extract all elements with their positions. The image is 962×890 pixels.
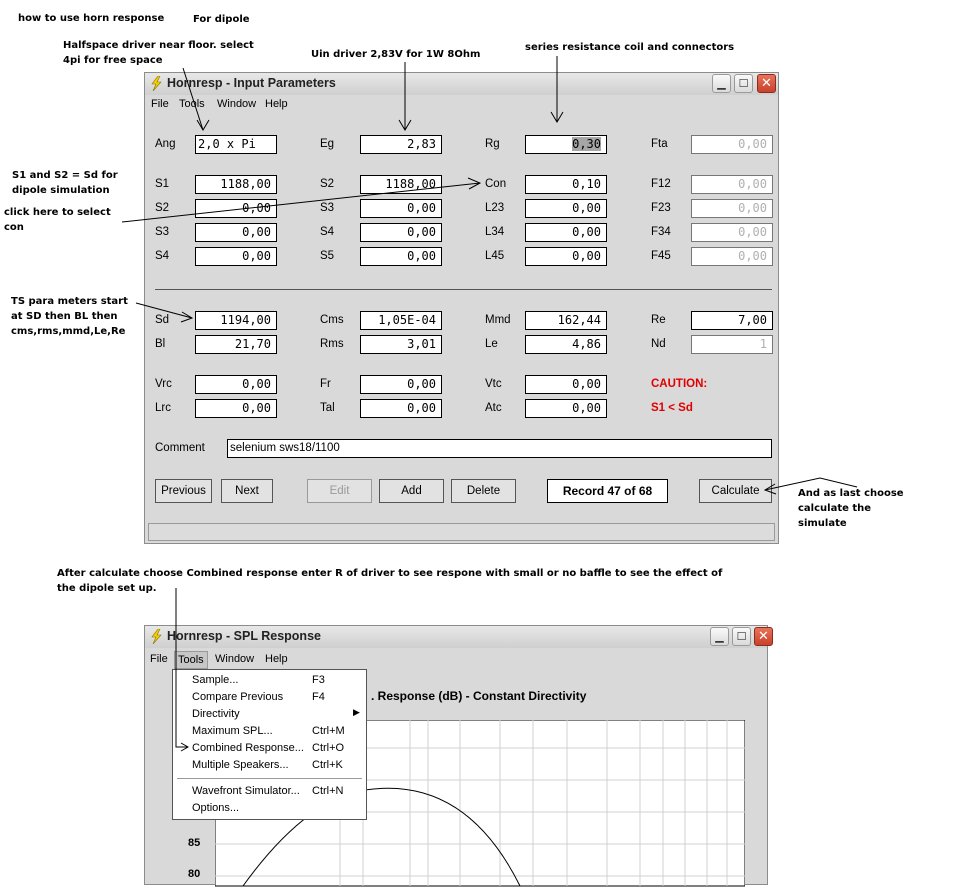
arrow-calculate: [765, 478, 857, 490]
label-f23: F23: [651, 202, 671, 214]
spl-menu-window[interactable]: Window: [215, 653, 255, 665]
y-tick-80: 80: [188, 868, 201, 880]
label-cms: Cms: [320, 314, 344, 326]
menu-item-options[interactable]: Options...: [192, 802, 240, 814]
annotation-uin-driver: Uin driver 2,83V for 1W 8Ohm: [311, 49, 481, 60]
add-button[interactable]: Add: [379, 479, 444, 503]
label-s5: S5: [320, 250, 335, 262]
menu-item-maximum-spl[interactable]: Maximum SPL...: [192, 725, 273, 737]
label-mmd: Mmd: [485, 314, 511, 326]
label-s3: S3: [155, 226, 170, 238]
arrow-halfspace: [183, 68, 203, 130]
label-le: Le: [485, 338, 498, 350]
field-s1[interactable]: 1188,00: [195, 175, 277, 194]
field-f34[interactable]: 0,00: [691, 223, 773, 242]
spl-menu-tools[interactable]: Tools: [174, 651, 208, 669]
shortcut-sample: F3: [312, 674, 325, 686]
next-button[interactable]: Next: [221, 479, 273, 503]
label-f34: F34: [651, 226, 671, 238]
label-con[interactable]: Con: [485, 178, 507, 190]
label-eg: Eg: [320, 138, 335, 150]
label-ang: Ang: [155, 138, 176, 150]
previous-button[interactable]: Previous: [155, 479, 212, 503]
maximize-icon: ☐: [738, 77, 749, 90]
label-l45: L45: [485, 250, 505, 262]
label-re: Re: [651, 314, 666, 326]
shortcut-multiple-speakers: Ctrl+K: [312, 759, 343, 771]
annotation-ts-parameters: TS para meters start at SD then BL then cms,rms,mmd,Le,Re: [11, 296, 128, 337]
field-con[interactable]: 0,10: [525, 175, 607, 194]
annotation-how-to: how to use horn response: [18, 13, 165, 24]
submenu-arrow-icon: ▶: [353, 708, 360, 718]
field-eg[interactable]: 2,83: [360, 135, 442, 154]
field-bl[interactable]: 21,70: [195, 335, 277, 354]
shortcut-wavefront-simulator: Ctrl+N: [312, 785, 344, 797]
arrow-click-con: [122, 183, 480, 222]
label-s1: S1: [155, 178, 170, 190]
label-s2-col2: S2: [320, 178, 335, 190]
field-nd[interactable]: 1: [691, 335, 773, 354]
label-f45: F45: [651, 250, 671, 262]
label-nd: Nd: [651, 338, 666, 350]
maximize-icon: ☐: [736, 630, 747, 643]
field-l45[interactable]: 0,00: [525, 247, 607, 266]
field-le[interactable]: 4,86: [525, 335, 607, 354]
menu-item-compare-previous[interactable]: Compare Previous: [192, 691, 284, 703]
field-vrc[interactable]: 0,00: [195, 375, 277, 394]
label-s4-col2: S4: [320, 226, 335, 238]
field-l34[interactable]: 0,00: [525, 223, 607, 242]
annotation-series-resistance: series resistance coil and connectors: [525, 42, 735, 53]
annotation-for-dipole: For dipole: [193, 14, 250, 25]
field-rms[interactable]: 3,01: [360, 335, 442, 354]
field-mmd[interactable]: 162,44: [525, 311, 607, 330]
arrow-ts: [136, 303, 192, 318]
field-sd[interactable]: 1194,00: [195, 311, 277, 330]
annotation-calculate: And as last choose calculate the simulate: [798, 488, 904, 529]
calculate-button[interactable]: Calculate: [699, 479, 772, 503]
label-tal: Tal: [320, 402, 335, 414]
label-atc: Atc: [485, 402, 502, 414]
field-s4-col2[interactable]: 0,00: [360, 223, 442, 242]
field-s2-col2[interactable]: 1188,00: [360, 175, 442, 194]
field-s4[interactable]: 0,00: [195, 247, 277, 266]
comment-label: Comment: [155, 442, 205, 454]
field-f12[interactable]: 0,00: [691, 175, 773, 194]
y-tick-85: 85: [188, 837, 201, 849]
annotation-halfspace: Halfspace driver near floor. select 4pi for free space: [63, 40, 254, 66]
label-s4: S4: [155, 250, 170, 262]
menu-item-wavefront-simulator[interactable]: Wavefront Simulator...: [192, 785, 300, 797]
field-f23[interactable]: 0,00: [691, 199, 773, 218]
field-vtc[interactable]: 0,00: [525, 375, 607, 394]
comment-field[interactable]: selenium sws18/1100: [227, 439, 772, 458]
menu-file[interactable]: File: [151, 98, 169, 110]
annotation-after-calculate: After calculate choose Combined response enter R of driver to see respone with small or no baffle to see the effect of the dipole set up.: [57, 568, 723, 594]
label-f12: F12: [651, 178, 671, 190]
label-vtc: Vtc: [485, 378, 502, 390]
field-rg-value: 0,30: [572, 137, 601, 151]
edit-button[interactable]: Edit: [307, 479, 372, 503]
minimize-icon: ▁: [717, 77, 726, 90]
menu-item-multiple-speakers[interactable]: Multiple Speakers...: [192, 759, 289, 771]
field-s5[interactable]: 0,00: [360, 247, 442, 266]
delete-button[interactable]: Delete: [451, 479, 516, 503]
chart-title: . Response (dB) - Constant Directivity: [371, 689, 587, 703]
menu-item-combined-response[interactable]: Combined Response...: [192, 742, 304, 754]
menu-window[interactable]: Window: [217, 98, 257, 110]
field-fta[interactable]: 0,00: [691, 135, 773, 154]
field-s3[interactable]: 0,00: [195, 223, 277, 242]
close-icon: ✕: [758, 629, 769, 644]
menu-tools[interactable]: Tools: [179, 98, 205, 110]
shortcut-maximum-spl: Ctrl+M: [312, 725, 345, 737]
label-lrc: Lrc: [155, 402, 171, 414]
label-l23: L23: [485, 202, 505, 214]
field-re[interactable]: 7,00: [691, 311, 773, 330]
record-indicator: Record 47 of 68: [547, 479, 668, 503]
menu-item-directivity[interactable]: Directivity: [192, 708, 240, 720]
annotation-s1-s2: S1 and S2 = Sd for dipole simulation: [12, 170, 118, 196]
field-l23[interactable]: 0,00: [525, 199, 607, 218]
shortcut-combined-response: Ctrl+O: [312, 742, 345, 754]
label-rg: Rg: [485, 138, 500, 150]
caution-label: CAUTION:: [651, 378, 708, 390]
spl-menu-help[interactable]: Help: [265, 653, 288, 665]
label-bl: Bl: [155, 338, 166, 350]
field-atc[interactable]: 0,00: [525, 399, 607, 418]
field-cms[interactable]: 1,05E-04: [360, 311, 442, 330]
label-l34: L34: [485, 226, 505, 238]
window-title: Hornresp - Input Parameters: [167, 76, 336, 90]
field-fr[interactable]: 0,00: [360, 375, 442, 394]
arrow-combined-response: [176, 588, 188, 747]
spl-window-title: Hornresp - SPL Response: [167, 629, 321, 643]
field-s3-col2[interactable]: 0,00: [360, 199, 442, 218]
caution-detail: S1 < Sd: [651, 402, 693, 414]
field-lrc[interactable]: 0,00: [195, 399, 277, 418]
label-fr: Fr: [320, 378, 331, 390]
annotation-click-con: click here to select con: [4, 207, 111, 233]
field-f45[interactable]: 0,00: [691, 247, 773, 266]
label-fta: Fta: [651, 138, 668, 150]
field-s2[interactable]: 0,00: [195, 199, 277, 218]
close-icon: ✕: [761, 76, 772, 91]
label-sd: Sd: [155, 314, 170, 326]
shortcut-compare-previous: F4: [312, 691, 325, 703]
menu-help[interactable]: Help: [265, 98, 288, 110]
field-tal[interactable]: 0,00: [360, 399, 442, 418]
minimize-icon: ▁: [715, 630, 724, 643]
label-vrc: Vrc: [155, 378, 172, 390]
menu-item-sample[interactable]: Sample...: [192, 674, 239, 686]
field-ang-value: 2,0 x Pi: [198, 137, 256, 151]
label-rms: Rms: [320, 338, 344, 350]
label-s2: S2: [155, 202, 170, 214]
spl-menu-file[interactable]: File: [150, 653, 168, 665]
label-s3-col2: S3: [320, 202, 335, 214]
